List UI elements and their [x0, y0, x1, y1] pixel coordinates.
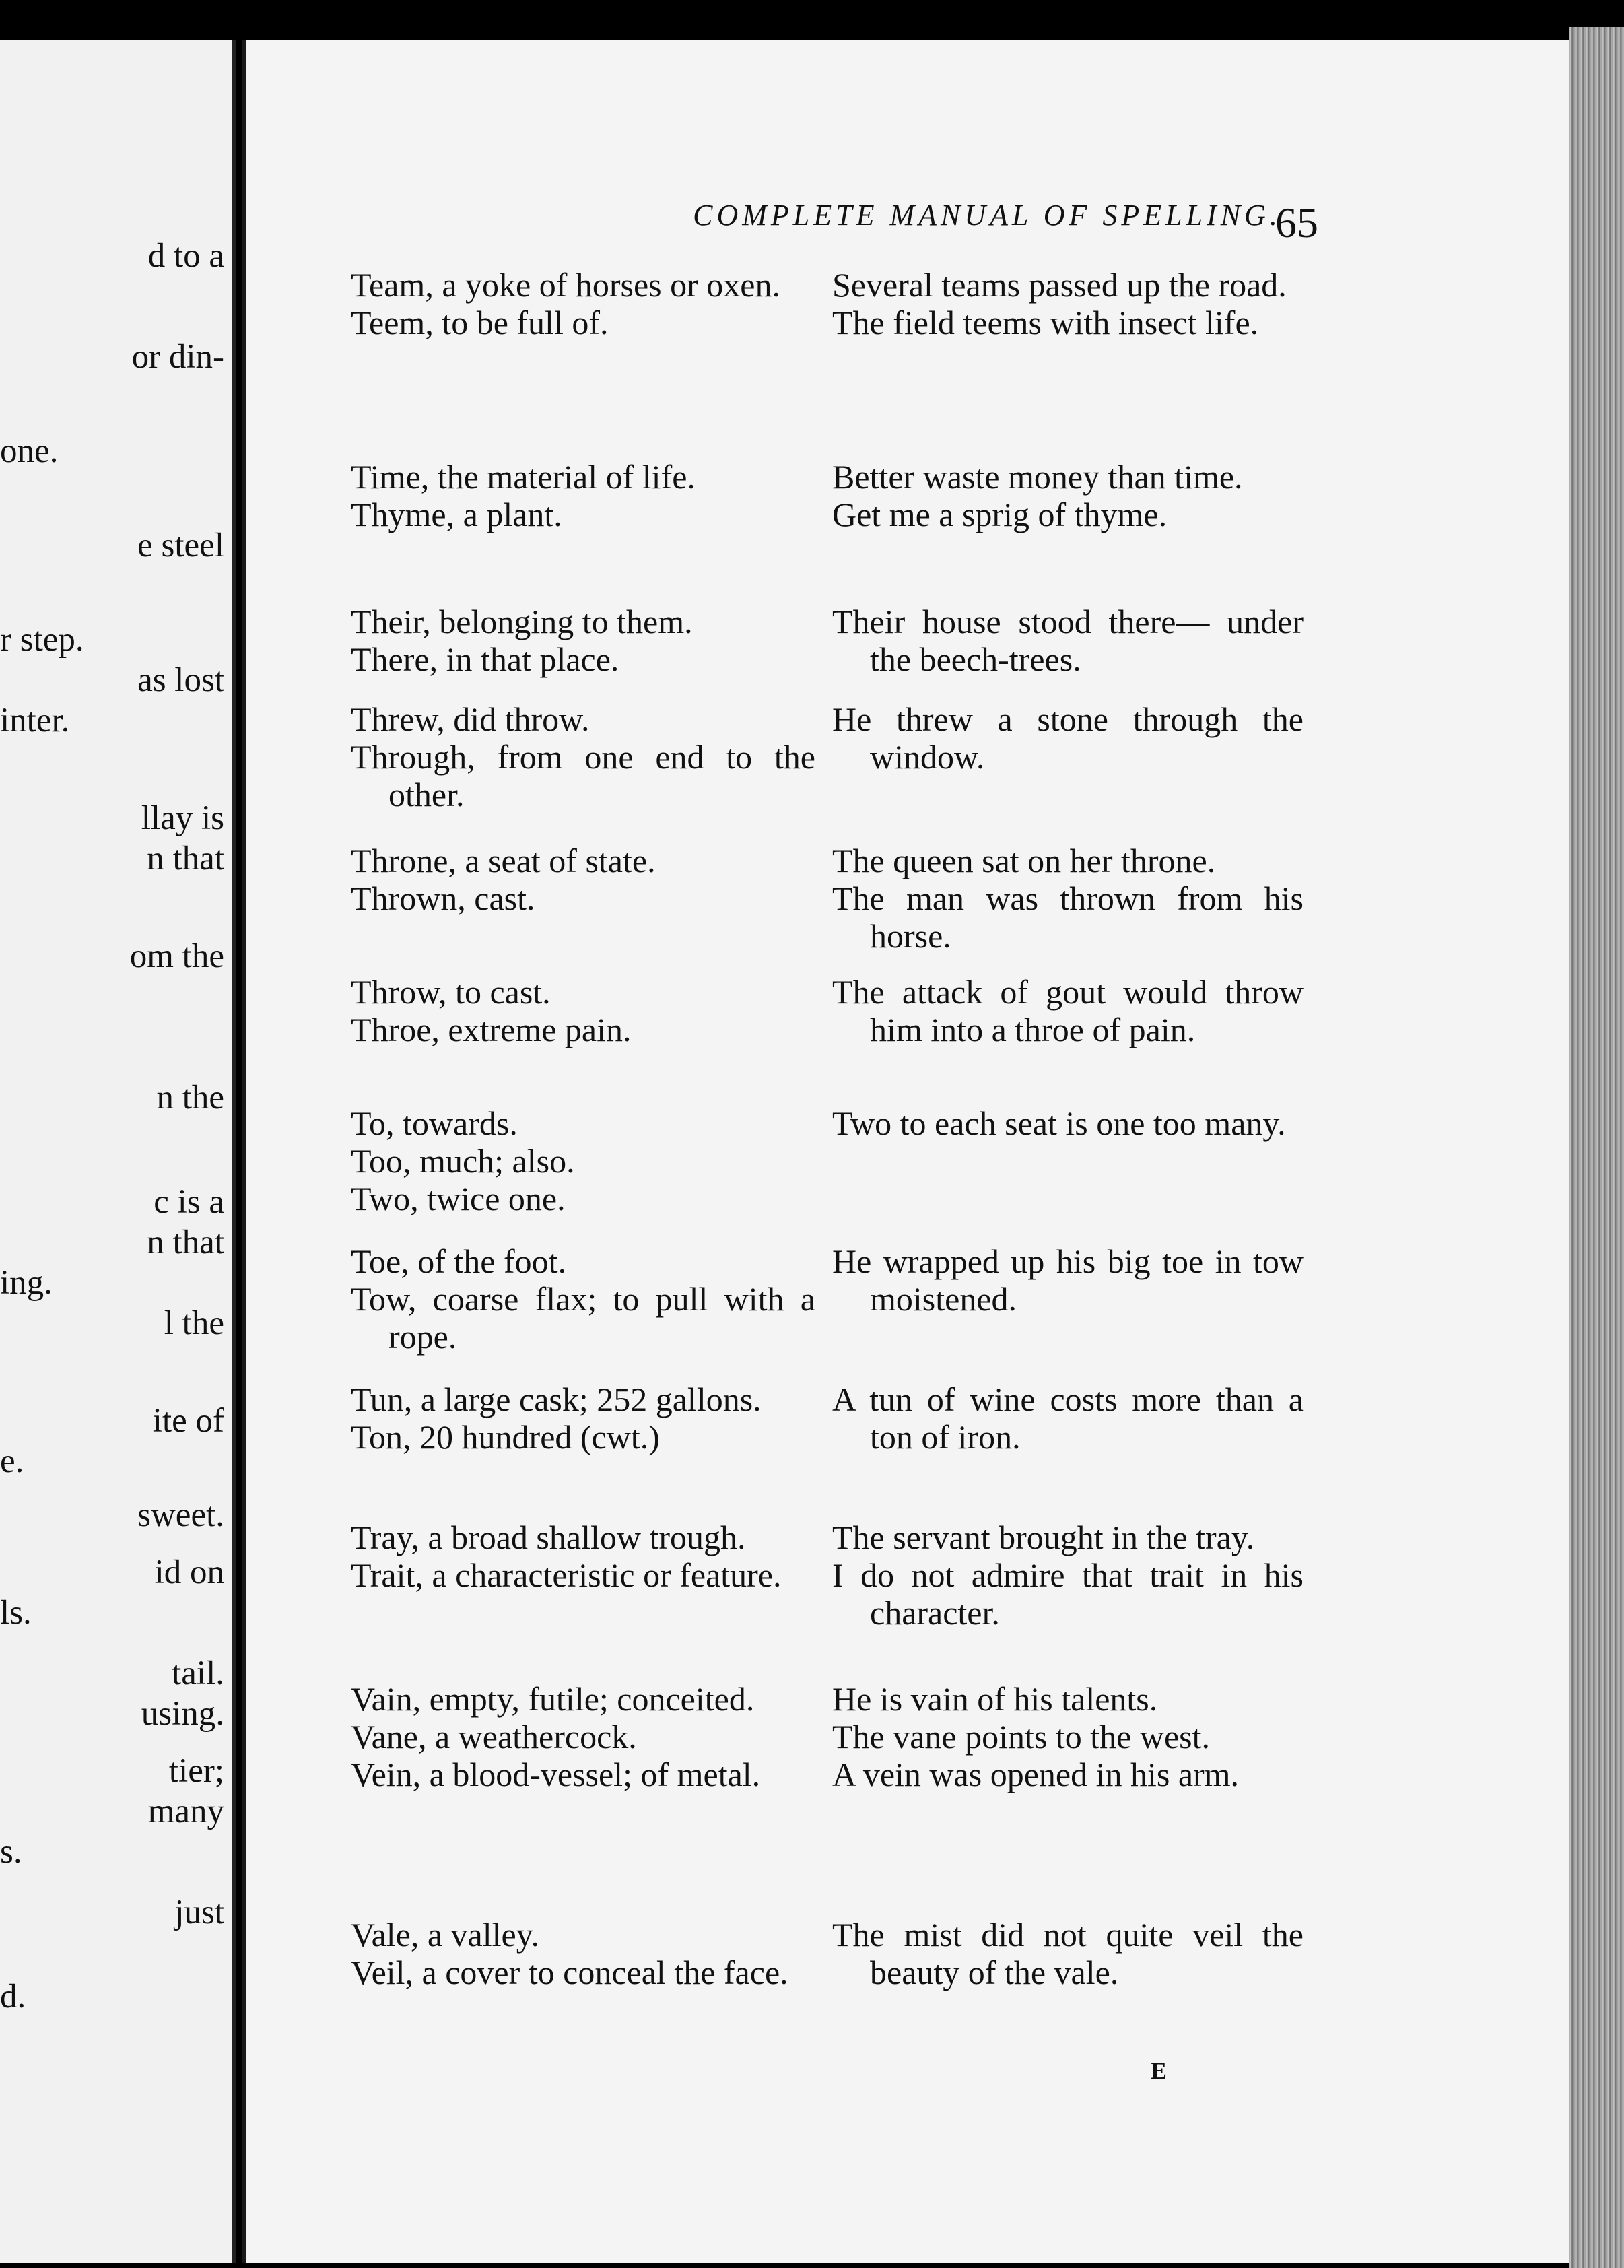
examples: [832, 700, 1304, 776]
example-sentence: I do not admire that trait in his character.: [832, 1556, 1304, 1632]
example-sentence: A tun of wine costs more than a ton of iron.: [832, 1380, 1304, 1456]
example-sentence: Their house stood there— under the beech-trees.: [832, 603, 1304, 678]
facing-page-left: [0, 40, 236, 2263]
examples: [832, 458, 1304, 533]
example-sentence: The mist did not quite veil the beauty of the vale.: [832, 1916, 1304, 1991]
left-page-line: llay is: [141, 799, 224, 837]
examples: [832, 973, 1304, 1048]
definitions: [351, 700, 815, 813]
left-page-line: using.: [141, 1695, 224, 1733]
definition: To, towards.: [351, 1104, 518, 1142]
examples: [832, 1104, 1304, 1142]
definitions: [351, 458, 815, 533]
left-page-line: d to a: [147, 237, 224, 275]
definition: Vale, a valley.: [351, 1916, 539, 1954]
example-sentence: The attack of gout would throw him into a throe of pain.: [832, 973, 1304, 1048]
left-page-line: n that: [147, 840, 224, 877]
example-sentence: He is vain of his talents.: [832, 1680, 1158, 1718]
left-page-line: d.: [0, 1978, 26, 2015]
example-sentence: He wrapped up his big toe in tow moistened.: [832, 1242, 1304, 1318]
examples: [832, 842, 1304, 955]
left-page-line: ite of: [152, 1402, 224, 1440]
examples: [832, 1242, 1304, 1318]
example-sentence: The vane points to the west.: [832, 1718, 1210, 1756]
left-page-line: n the: [156, 1079, 224, 1116]
left-page-line: id on: [154, 1554, 224, 1591]
definition: Veil, a cover to conceal the face.: [351, 1954, 788, 1991]
definition: There, in that place.: [351, 640, 619, 678]
left-page-line: or din-: [131, 338, 224, 376]
definition: Team, a yoke of horses or oxen.: [351, 266, 780, 304]
definition: Their, belonging to them.: [351, 603, 693, 640]
left-page-line: s.: [0, 1833, 22, 1871]
example-sentence: The man was thrown from his horse.: [832, 879, 1304, 955]
examples: [832, 1519, 1304, 1632]
left-page-line: many: [147, 1793, 224, 1830]
spelling-entries: [351, 266, 1556, 2084]
page-number: 65: [1275, 199, 1318, 246]
definition: Thrown, cast.: [351, 879, 535, 917]
definitions: [351, 266, 815, 341]
left-page-line: e.: [0, 1442, 24, 1480]
definition: Tow, coarse flax; to pull with a rope.: [351, 1280, 815, 1356]
definitions: [351, 973, 815, 1048]
example-sentence: Get me a sprig of thyme.: [832, 496, 1168, 533]
left-page-line: tail.: [172, 1655, 224, 1692]
definition: Toe, of the foot.: [351, 1242, 567, 1280]
definition: Tray, a broad shallow trough.: [351, 1519, 746, 1556]
example-sentence: Two to each seat is one too many.: [832, 1104, 1286, 1142]
examples: [832, 603, 1304, 678]
left-page-line: sweet.: [137, 1496, 224, 1534]
example-sentence: Several teams passed up the road.: [832, 266, 1287, 304]
definition: Through, from one end to the other.: [351, 738, 815, 813]
left-page-line: inter.: [0, 702, 70, 739]
definition: Throw, to cast.: [351, 973, 551, 1011]
left-page-line: tier;: [168, 1752, 224, 1790]
examples: [832, 1916, 1304, 1991]
definition: Tun, a large cask; 252 gallons.: [351, 1380, 762, 1418]
left-page-line: c is a: [154, 1183, 224, 1221]
left-page-line: as lost: [137, 661, 224, 699]
definitions: [351, 603, 815, 678]
left-page-line: l the: [164, 1304, 224, 1342]
definition: Vane, a weathercock.: [351, 1718, 637, 1756]
definition: Thyme, a plant.: [351, 496, 562, 533]
running-head: COMPLETE MANUAL OF SPELLING.: [693, 199, 1281, 232]
signature-mark: E: [1150, 2057, 1167, 2084]
example-sentence: The field teems with insect life.: [832, 304, 1259, 341]
left-page-line: e steel: [137, 527, 224, 564]
book-fore-edge: [1569, 27, 1624, 2268]
definition: Time, the material of life.: [351, 458, 696, 496]
left-page-line: ls.: [0, 1594, 32, 1632]
definitions: [351, 1104, 815, 1218]
left-page-line: n that: [147, 1224, 224, 1261]
definition: Throe, extreme pain.: [351, 1011, 632, 1048]
left-page-line: one.: [0, 432, 59, 470]
definition: Ton, 20 hundred (cwt.): [351, 1418, 660, 1456]
examples: [832, 1380, 1304, 1456]
example-sentence: A vein was opened in his arm.: [832, 1756, 1240, 1793]
left-page-line: r step.: [0, 621, 84, 659]
definitions: [351, 842, 815, 917]
definitions: [351, 1916, 815, 1991]
definitions: [351, 1680, 815, 1793]
example-sentence: Better waste money than time.: [832, 458, 1243, 496]
definition: Teem, to be full of.: [351, 304, 609, 341]
example-sentence: The servant brought in the tray.: [832, 1519, 1255, 1556]
example-sentence: He threw a stone through the window.: [832, 700, 1304, 776]
definitions: [351, 1380, 815, 1456]
examples: [832, 1680, 1304, 1793]
left-page-line: om the: [129, 937, 224, 975]
definition: Vain, empty, futile; conceited.: [351, 1680, 755, 1718]
left-page-line: just: [174, 1894, 224, 1931]
definition: Threw, did throw.: [351, 700, 590, 738]
definition: Two, twice one.: [351, 1180, 566, 1218]
left-page-line: ing.: [0, 1264, 53, 1302]
definitions: [351, 1242, 815, 1356]
page-65: [242, 40, 1573, 2263]
definition: Vein, a blood-vessel; of metal.: [351, 1756, 761, 1793]
example-sentence: The queen sat on her throne.: [832, 842, 1216, 879]
definition: Trait, a characteristic or feature.: [351, 1556, 782, 1594]
definitions: [351, 1519, 815, 1594]
definition: Throne, a seat of state.: [351, 842, 656, 879]
examples: [832, 266, 1304, 341]
definition: Too, much; also.: [351, 1142, 575, 1180]
